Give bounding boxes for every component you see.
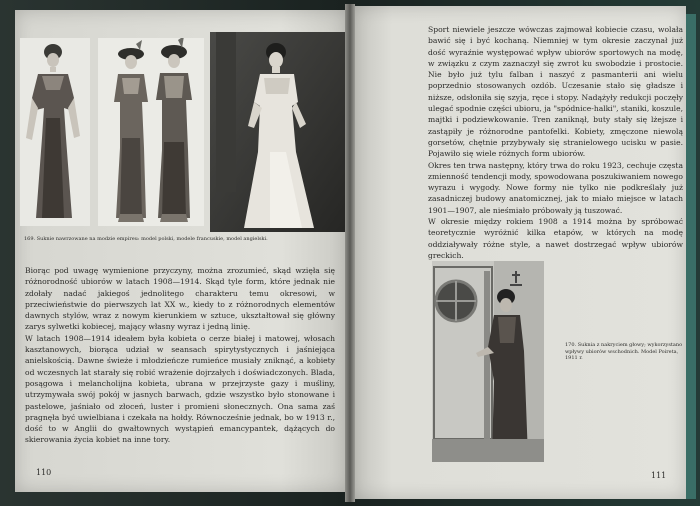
fashion-illustration-1	[20, 38, 90, 226]
right-page-body-text	[428, 24, 683, 261]
photo-woman-white-dress	[210, 32, 345, 232]
figure-caption-right: 170. Suknia z nakryciem głowy; wykorzystano wpływy ubiorów wschodnich. Model Poireta, 1911 r.	[565, 342, 683, 362]
photo-woman-at-door	[432, 261, 544, 462]
left-page-body-text	[25, 265, 335, 446]
paragraph: W latach 1908—1914 ideałem była kobieta o cerze białej i matowej, włosach kasztanowych, biorąca udział w seansach spirytystycznych i jaśniejąca anielskością. Dawne świeże i młodzieńcze rumieńce musiały zniknąć, a kobiety od wczesnych lat starały się robić wrażenie dojrzałych i doświadczonych. Blada, posągowa i melancholijna kobieta, ubrana w przejrzyste gazy i muśliny, utrzymywała swój pokój w jasnych barwach, gdzie wszystko było stonowane i pastelowe, jaśniało od złoceń, luster i promieni słonecznych. Ona sama zaś pragnęła być uwielbiana i czekała na hołdy. Równocześnie jednak, bo w 1913 r., dość to w Anglii do gwałtownych wystąpień emancypantek, dążących do skierowania życia kobiet na inne tory.	[25, 333, 335, 445]
figure-caption-left: 169. Suknie nawrzowane na modzie empireu: model polski, modele francuskie, model angielski.	[24, 236, 268, 242]
paragraph: Okres ten trwa następny, który trwa do roku 1923, cechuje częsta zmienność tendencji mody, spowodowana poszukiwaniem nowego wyrazu i wygody. Nowe formy nie tylko nie podkreślały już zasadniczej budowy anatomicznej, jak to miało miejsce w latach 1901—1907, ale nieśmiało próbowały ją tuszować.	[428, 160, 683, 215]
paragraph: W okresie między rokiem 1908 a 1914 można by spróbować teoretycznie wyróżnić kilka etapów, w których na modę oddziaływały różne style, a nawet dostrzegać wpływ ubiorów greckich.	[428, 217, 683, 260]
fashion-illustration-2	[98, 38, 204, 226]
paragraph: Sport niewiele jeszcze wówczas zajmował kobiecie czasu, wolała bawić się i być kochaną. Niemniej w tym okresie zaczynał już dość wyraźnie występować wpływ ubiorów sportowych na modę, w związku z czym zaznaczył się zwrot ku swobodzie i prostocie. Nie było już tylu falban i naszyć z pasmanterii ani wielu poprzednio stosowanych ozdób. Uczesanie stało się gładsze i niższe, odsłoniła się szyja, ręce i stopy. Nadążyły redukcji poczęły ulegać spodnie części ubioru, ja "spódnice-halki", staniki, koszule, majtki i podziewkowanie. Tren zaniknął, buty stały się lżejsze i zastąpiły je różnorodne pantofelki. Kobiety, zmęczone niewolą gorsetów, chętnie przybywały się stranielowego ucisku w pasie. Pojawiło się wiele różnych form ubiorów.	[428, 25, 683, 159]
page-number-right: 111	[651, 471, 667, 480]
paragraph: Biorąc pod uwagę wymienione przyczyny, można zrozumieć, skąd wzięła się różnorodność ubiorów w latach 1908—1914. Skąd tyle form, które jednak nie zdołały nadać jakiegoś jednolitego charakteru temu okresowi, w przeciwieństwie do pierwszych lat XX w., kiedy to z różnorodnych elementów dawnych stylów, wraz z nowym kierunkiem w sztuce, ukształtował się główny zarys sylwetki kobiecej, mający własny wyraz i jedną linię.	[25, 266, 335, 332]
page-number-left: 110	[36, 468, 52, 477]
book-cover-edge	[686, 14, 696, 499]
book-spine	[345, 4, 355, 502]
